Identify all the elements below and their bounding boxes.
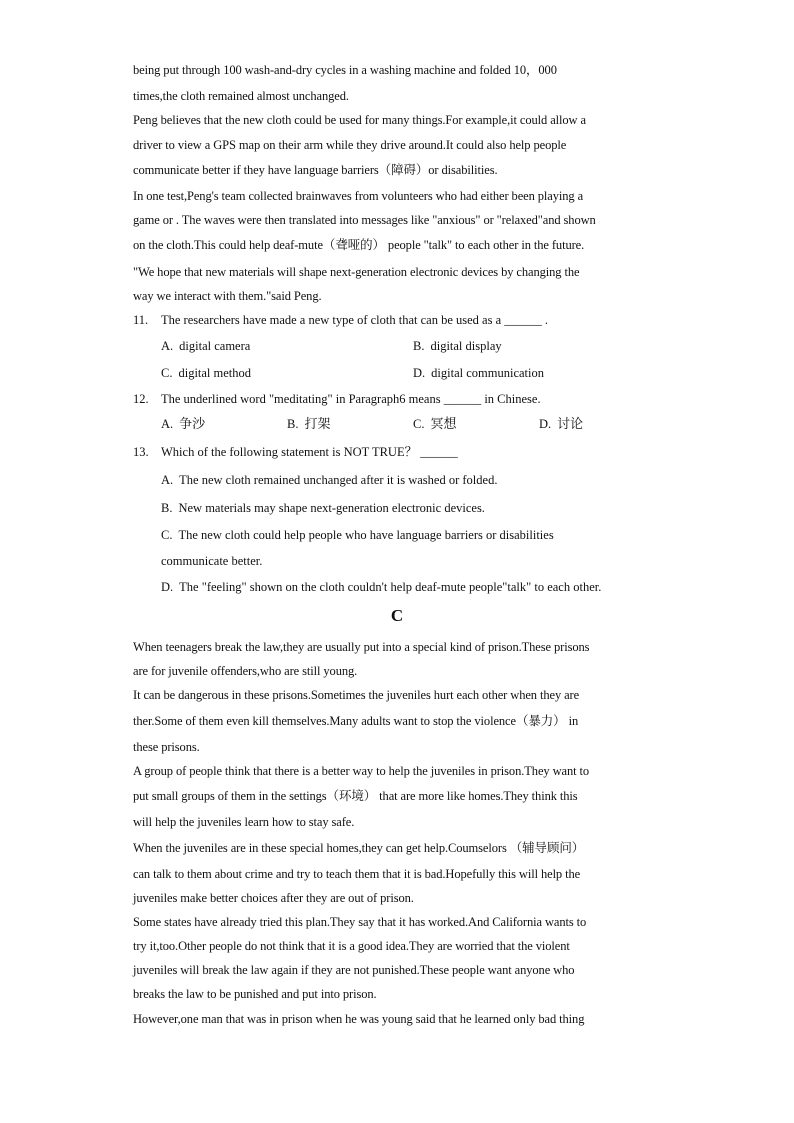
question-13-option-a[interactable] (161, 472, 497, 488)
passage-line: are for juvenile offenders,who are still young. (133, 664, 358, 678)
passage-line: "We hope that new materials will shape next-generation electronic devices by changing the (133, 265, 580, 279)
passage-line: It can be dangerous in these prisons.Sometimes the juveniles hurt each other when they are (133, 688, 580, 702)
passage-line: try it,too.Other people do not think that it is a good idea.They are worried that the violent (133, 939, 570, 953)
section-c-heading: C (390, 606, 404, 625)
option-text: New materials may shape next-generation electronic devices. (178, 501, 485, 515)
option-letter: B. (413, 339, 425, 353)
option-letter: A. (161, 473, 174, 487)
passage-line: on the cloth.This could help deaf-mute（聋哑的） people "talk" to each other in the future. (133, 238, 585, 252)
passage-line: game or . The waves were then translated into messages like "anxious" or "relaxed"and shown (133, 213, 596, 227)
passage-line: juveniles make better choices after they are out of prison. (133, 891, 414, 905)
passage-line: can talk to them about crime and try to teach them that it is bad.Hopefully this will help the (133, 867, 581, 881)
question-11-option-d[interactable] (413, 365, 544, 381)
option-text: communicate better. (161, 554, 263, 568)
option-text: digital communication (431, 366, 544, 380)
passage-line: breaks the law to be punished and put into prison. (133, 987, 377, 1001)
option-text: 冥想 (430, 417, 457, 432)
passage-line: ther.Some of them even kill themselves.Many adults want to stop the violence（暴力） in (133, 714, 579, 728)
option-letter: D. (413, 366, 426, 380)
question-number: 11. (133, 313, 149, 327)
option-text: digital display (430, 339, 502, 353)
option-letter: C. (161, 366, 173, 380)
question-13-option-b[interactable] (161, 500, 485, 516)
option-letter: C. (161, 528, 173, 542)
passage-line: way we interact with them."said Peng. (133, 289, 322, 303)
passage-line: being put through 100 wash-and-dry cycles in a washing machine and folded 10，000 (133, 63, 557, 77)
option-text: The new cloth remained unchanged after it is washed or folded. (179, 473, 498, 487)
passage-line: When the juveniles are in these special homes,they can get help.Coumselors （辅导顾问） (133, 841, 585, 855)
question-12-text: The underlined word "meditating" in Paragraph6 means ______ in Chinese. (161, 392, 541, 406)
question-number: 12. (133, 392, 149, 406)
passage-line: communicate better if they have language barriers（障碍）or disabilities. (133, 163, 498, 177)
option-text: digital method (178, 366, 252, 380)
option-text: The new cloth could help people who have language barriers or disabilities (178, 528, 554, 542)
question-11-text: The researchers have made a new type of cloth that can be used as a ______ . (161, 313, 548, 327)
option-text: 讨论 (557, 417, 584, 432)
question-11-option-a[interactable] (161, 338, 250, 354)
passage-line: these prisons. (133, 740, 200, 754)
question-12-option-d[interactable] (539, 416, 583, 433)
option-text: The "feeling" shown on the cloth couldn't help deaf-mute people"talk" to each other. (179, 580, 602, 594)
question-number: 13. (133, 445, 149, 459)
passage-line: Peng believes that the new cloth could be used for many things.For example,it could allow a (133, 113, 586, 127)
passage-line: juveniles will break the law again if they are not punished.These people want anyone who (133, 963, 575, 977)
option-letter: C. (413, 417, 425, 431)
option-letter: B. (287, 417, 299, 431)
option-text: 打架 (304, 417, 331, 432)
question-11-option-b[interactable] (413, 338, 502, 354)
passage-line: In one test,Peng's team collected brainwaves from volunteers who had either been playing a (133, 189, 584, 203)
passage-line: times,the cloth remained almost unchanged. (133, 89, 349, 103)
option-letter: A. (161, 417, 174, 431)
question-13-text: Which of the following statement is NOT TRUE？ ______ (161, 445, 458, 459)
question-13-option-c[interactable] (161, 527, 554, 543)
question-12-option-a[interactable] (161, 416, 205, 433)
question-11-option-c[interactable] (161, 365, 251, 381)
question-12-option-b[interactable] (287, 416, 330, 433)
question-12-option-c[interactable] (413, 416, 456, 433)
question-13-option-d[interactable] (161, 579, 601, 595)
passage-line: put small groups of them in the settings（环境） that are more like homes.They think this (133, 789, 578, 803)
option-letter: B. (161, 501, 173, 515)
passage-line: will help the juveniles learn how to stay safe. (133, 815, 355, 829)
option-text: digital camera (179, 339, 251, 353)
question-13-option-c-continued (161, 553, 262, 569)
passage-line: driver to view a GPS map on their arm while they drive around.It could also help people (133, 138, 567, 152)
option-text: 争沙 (179, 417, 206, 432)
option-letter: A. (161, 339, 174, 353)
option-letter: D. (161, 580, 174, 594)
passage-line: However,one man that was in prison when he was young said that he learned only bad thing (133, 1012, 585, 1026)
option-letter: D. (539, 417, 552, 431)
passage-line: When teenagers break the law,they are usually put into a special kind of prison.These prisons (133, 640, 590, 654)
passage-line: Some states have already tried this plan.They say that it has worked.And California wants to (133, 915, 587, 929)
passage-line: A group of people think that there is a better way to help the juveniles in prison.They want to (133, 764, 590, 778)
